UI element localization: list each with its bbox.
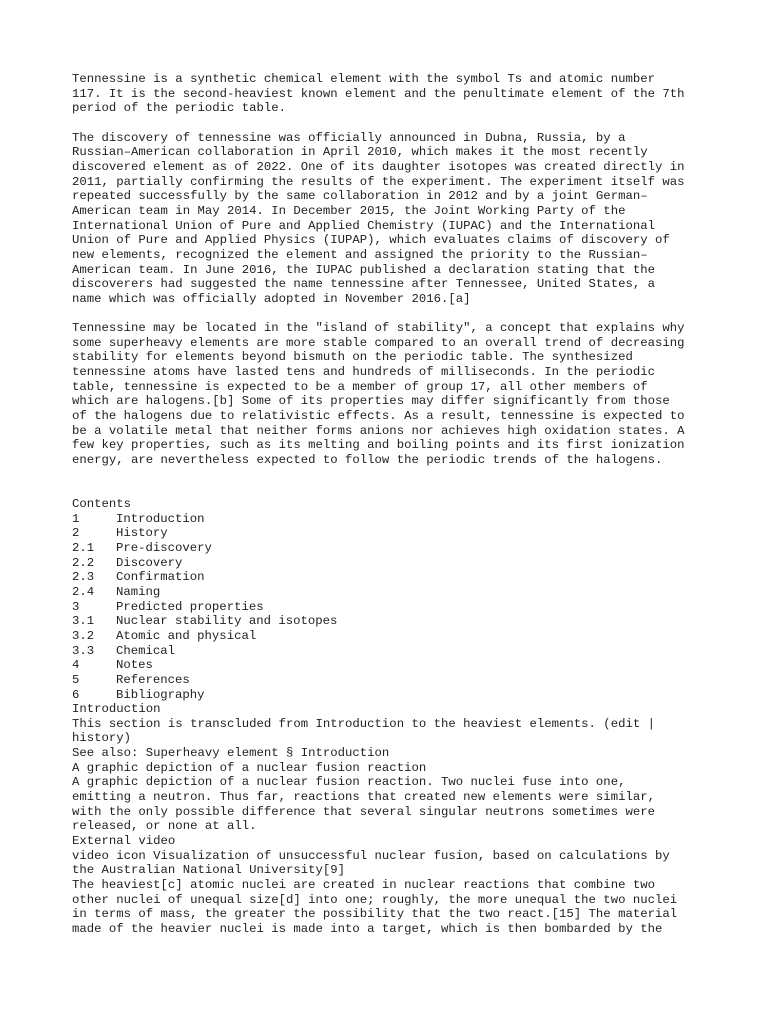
intro-paragraph-3: Tennessine may be located in the "island of stability", a concept that explains why some superheavy elements are more stable compared to an overall trend of decreasing stability for elements beyond bismuth on the periodic table. The synthesized tennessine atoms have lasted tens and hundreds of milliseconds. In the periodic table, tennessine is expected to be a member of group 17, all other members of which are halogens.[b] Some of its properties may differ significantly from those of the halogens due to relativistic effects. As a result, tennessine is expected to be a volatile metal that neither forms anions nor achieves high oxidation states. A few key properties, such as its melting and boiling points and its first ionization energy, are nevertheless expected to follow the periodic trends of the halogens.: [72, 321, 685, 468]
contents-item[interactable]: [72, 644, 712, 659]
contents-item-label: Nuclear stability and isotopes: [116, 614, 338, 629]
table-of-contents: [72, 497, 712, 702]
section-spacer: [72, 468, 712, 497]
intro-paragraph-1: Tennessine is a synthetic chemical element with the symbol Ts and atomic number 117. It is the second-heaviest known element and the penultimate element of the 7th period of the periodic table.: [72, 72, 685, 116]
transclusion-note: This section is transcluded from Introduction to the heaviest elements. (edit | history): [72, 716, 655, 746]
contents-item-label: Pre-discovery: [116, 540, 212, 555]
external-video-label: External video: [72, 834, 176, 849]
contents-item-label: History: [116, 526, 168, 541]
contents-item[interactable]: [72, 570, 712, 585]
contents-item-number: 3.3: [72, 643, 95, 658]
figure-title: A graphic depiction of a nuclear fusion reaction: [72, 760, 427, 775]
contents-item[interactable]: [72, 541, 712, 556]
contents-item-label: References: [116, 672, 190, 687]
contents-item-label: Bibliography: [116, 687, 205, 702]
contents-item-label: Naming: [116, 584, 161, 599]
introduction-heading: Introduction: [72, 702, 161, 717]
contents-item[interactable]: [72, 526, 712, 541]
contents-item[interactable]: [72, 614, 712, 629]
contents-item-number: 4: [72, 658, 80, 673]
contents-item-number: 3.1: [72, 614, 95, 629]
contents-heading: Contents: [72, 496, 132, 511]
paragraph-spacer: [72, 116, 712, 131]
contents-list: [72, 512, 712, 703]
contents-item-label: Confirmation: [116, 570, 205, 585]
contents-item[interactable]: [72, 556, 712, 571]
contents-item[interactable]: [72, 512, 712, 527]
contents-item-number: 2.4: [72, 584, 95, 599]
contents-item-number: 2.2: [72, 555, 95, 570]
contents-item[interactable]: [72, 658, 712, 673]
see-also-link[interactable]: See also: Superheavy element § Introduction: [72, 746, 390, 761]
paragraph-spacer: [72, 306, 712, 321]
video-caption[interactable]: video icon Visualization of unsuccessful nuclear fusion, based on calculations by the Australian National University[9]: [72, 848, 670, 878]
contents-item[interactable]: [72, 585, 712, 600]
contents-item-number: 1: [72, 511, 80, 526]
intro-paragraph-2: The discovery of tennessine was officially announced in Dubna, Russia, by a Russian–American collaboration in April 2010, which makes it the most recently discovered element as of 2022. One of its daughter isotopes was created directly in 2011, partially confirming the results of the experiment. The experiment itself was repeated successfully by the same collaboration in 2012 and by a joint German– American team in May 2014. In December 2015, the Joint Working Party of the International Union of Pure and Applied Chemistry (IUPAC) and the International Union of Pure and Applied Physics (IUPAP), which evaluates claims of discovery of new elements, recognized the element and assigned the priority to the Russian– American team. In June 2016, the IUPAC published a declaration stating that the discoverers had suggested the name tennessine after Tennessee, United States, a name which was officially adopted in November 2016.[a]: [72, 130, 685, 306]
introduction-body: The heaviest[c] atomic nuclei are created in nuclear reactions that combine two other nuclei of unequal size[d] into one; roughly, the more unequal the two nuclei in terms of mass, the greater the possibility that the two react.[15] The material made of the heavier nuclei is made into a target, which is then bombarded by the: [72, 878, 678, 937]
contents-item-label: Chemical: [116, 643, 176, 658]
contents-item[interactable]: [72, 629, 712, 644]
contents-item-number: 6: [72, 687, 80, 702]
contents-item-number: 2: [72, 526, 80, 541]
figure-caption: A graphic depiction of a nuclear fusion reaction. Two nuclei fuse into one, emitting a neutron. Thus far, reactions that created new elements were similar, with the only possible difference that several singular neutrons sometimes were released, or none at all.: [72, 775, 655, 834]
contents-item-label: Discovery: [116, 555, 183, 570]
contents-item-label: Notes: [116, 658, 153, 673]
contents-item[interactable]: [72, 600, 712, 615]
contents-item-number: 2.3: [72, 570, 95, 585]
contents-item-number: 3.2: [72, 628, 95, 643]
introduction-section: [72, 702, 712, 937]
contents-item-number: 3: [72, 599, 80, 614]
contents-item-label: Introduction: [116, 511, 205, 526]
contents-item[interactable]: [72, 673, 712, 688]
document-page: [72, 72, 712, 937]
contents-item-label: Predicted properties: [116, 599, 264, 614]
contents-item-number: 5: [72, 672, 80, 687]
contents-item-label: Atomic and physical: [116, 628, 257, 643]
contents-item-number: 2.1: [72, 540, 95, 555]
contents-item[interactable]: [72, 688, 712, 703]
